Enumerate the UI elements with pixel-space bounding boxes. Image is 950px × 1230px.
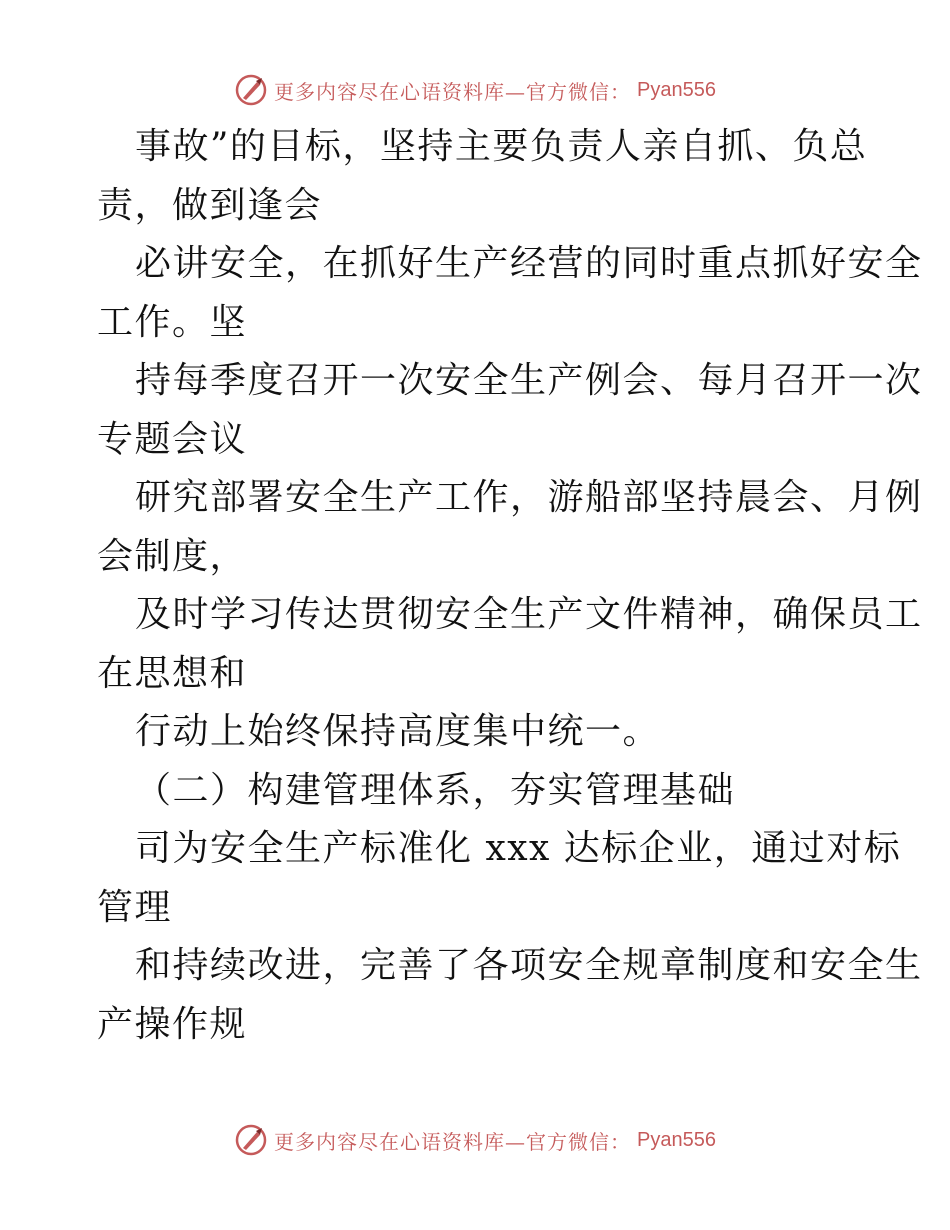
watermark-account: Pyan556 [637, 78, 716, 101]
text-line: 和持续改进，完善了各项安全规章制度和安全生 [135, 945, 923, 986]
text-line: 专题会议 [97, 418, 248, 460]
text-line: （二）构建管理体系，夯实管理基础 [135, 769, 736, 811]
watermark-text: 更多内容尽在心语资料库—官方微信： [274, 79, 632, 104]
text-line: 行动上始终保持高度集中统一。 [135, 711, 661, 752]
watermark-account: Pyan556 [637, 1128, 716, 1151]
text-line: 事故”的目标，坚持主要负责人亲自抓、负总 [135, 126, 868, 167]
text-line: 研究部署安全生产工作，游船部坚持晨会、月例 [135, 477, 923, 518]
text-line: 工作。坚 [97, 301, 248, 343]
text-line: 必讲安全，在抓好生产经营的同时重点抓好安全 [135, 243, 923, 284]
quill-pen-circle-icon [234, 73, 268, 107]
text-line: 持每季度召开一次安全生产例会、每月召开一次 [135, 360, 923, 401]
text-line: 会制度， [97, 535, 248, 577]
header-watermark [0, 70, 950, 110]
text-line: 管理 [97, 886, 173, 928]
text-line: 产操作规 [97, 1003, 248, 1045]
text-line: 责，做到逢会 [97, 184, 323, 226]
document-body [97, 118, 923, 1054]
text-line: 及时学习传达贯彻安全生产文件精神，确保员工 [135, 594, 923, 635]
quill-pen-circle-icon [234, 1123, 268, 1157]
footer-watermark [0, 1120, 950, 1160]
watermark-text: 更多内容尽在心语资料库—官方微信： [274, 1129, 632, 1154]
text-line: 司为安全生产标准化 xxx 达标企业，通过对标 [135, 828, 902, 869]
text-line: 在思想和 [97, 652, 248, 694]
